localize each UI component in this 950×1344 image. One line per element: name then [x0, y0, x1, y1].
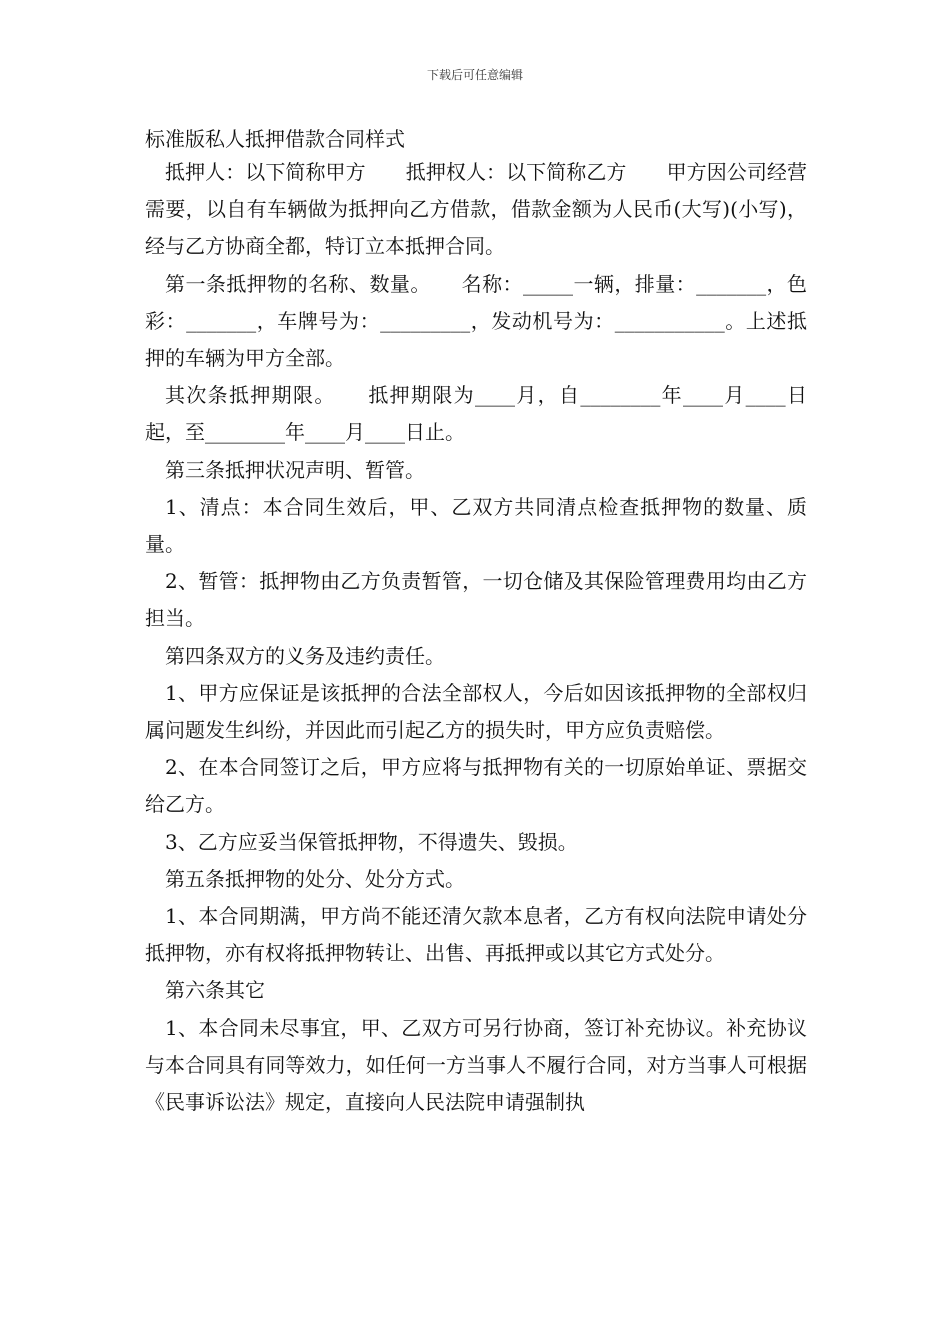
paragraph-article-3: 第三条抵押状况声明、暂管。: [165, 457, 425, 482]
paragraph-article-6-item-1: 1、本合同未尽事宜，甲、乙双方可另行协商，签订补充协议。补充协议与本合同具有同等效力，如任何一方当事人不履行合同，对方当事人可根据《民事诉讼法》规定，直接向人民法院申请强制执: [145, 1015, 807, 1115]
document-body: [145, 154, 807, 1121]
paragraph-parties: 抵押人：以下简称甲方 抵押权人：以下简称乙方 甲方因公司经营需要，以自有车辆做为抵押向乙方借款，借款金额为人民币(大写)(小写)，经与乙方协商全都，特订立本抵押合同。: [145, 160, 807, 259]
page-title: 标准版私人抵押借款合同样式: [145, 127, 405, 151]
paragraph-article-3-item-2: 2、暂管：抵押物由乙方负责暂管，一切仓储及其保险管理费用均由乙方担当。: [145, 569, 807, 631]
page-header: 下载后可任意编辑: [426, 68, 523, 82]
paragraph-article-4-item-3: 3、乙方应妥当保管抵押物，不得遗失、毁损。: [165, 829, 578, 854]
paragraph-article-3-item-1: 1、清点：本合同生效后，甲、乙双方共同清点检查抵押物的数量、质量。: [145, 494, 807, 557]
paragraph-article-1: 第一条抵押物的名称、数量。 名称：_____一辆，排量：_______，色彩：_______，车牌号为：_________，发动机号为：___________。上述抵押的车辆为甲方全部。: [145, 271, 807, 371]
paragraph-article-2: 其次条抵押期限。 抵押期限为____月，自________年____月____日起，至________年____月____日止。: [145, 383, 807, 445]
paragraph-article-6: 第六条其它: [165, 978, 265, 1003]
paragraph-article-5: 第五条抵押物的处分、处分方式。: [165, 866, 465, 891]
paragraph-article-4: 第四条双方的义务及违约责任。: [165, 643, 445, 668]
paragraph-article-5-item-1: 1、本合同期满，甲方尚不能还清欠款本息者，乙方有权向法院申请处分抵押物，亦有权将抵押物转让、出售、再抵押或以其它方式处分。: [145, 904, 807, 966]
paragraph-article-4-item-2: 2、在本合同签订之后，甲方应将与抵押物有关的一切原始单证、票据交给乙方。: [145, 755, 807, 817]
paragraph-article-4-item-1: 1、甲方应保证是该抵押的合法全部权人，今后如因该抵押物的全部权归属问题发生纠纷，并因此而引起乙方的损失时，甲方应负责赔偿。: [145, 680, 807, 743]
